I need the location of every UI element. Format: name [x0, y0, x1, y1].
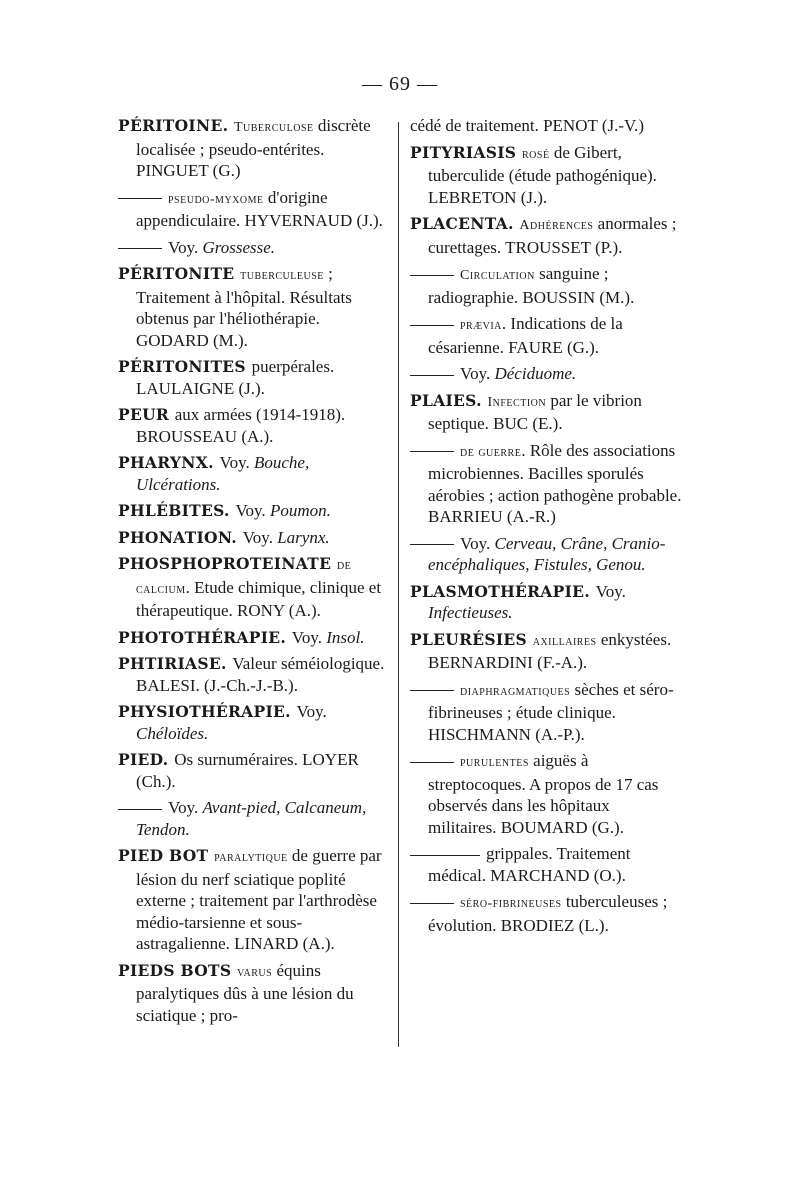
index-entry	[118, 115, 388, 182]
index-entry	[410, 440, 682, 528]
entry-text: d'origine appendiculaire. HYVERNAUD (J.).	[136, 187, 383, 230]
index-entry	[118, 527, 388, 549]
entry-text: Voy.	[168, 237, 203, 257]
index-entry	[118, 627, 388, 649]
entry-heading: PLACENTA.	[410, 214, 520, 233]
entry-heading: PHOTOTHÉRAPIE.	[118, 627, 292, 647]
index-entry	[410, 581, 682, 624]
index-entry	[118, 237, 388, 259]
entry-subheading: de calcium	[136, 558, 352, 597]
index-entry	[118, 187, 388, 232]
index-entry	[118, 263, 388, 351]
entry-text: aux armées (1914-1918). BROUSSEAU (A.).	[136, 405, 346, 446]
entry-crossref: Avant-pied, Calcaneum, Tendon.	[136, 798, 367, 839]
entry-heading: PIED BOT	[118, 846, 215, 865]
entry-text: cédé de traitement. PENOT (J.-V.)	[410, 116, 644, 135]
entry-heading: PHARYNX.	[118, 453, 220, 472]
entry-text: Voy.	[242, 527, 278, 547]
index-entry	[118, 500, 388, 522]
entry-text: . Rôle des associations microbiennes. Bacilles sporulés aérobies ; action pathogène probable. BARRIEU (A.-R.)	[428, 440, 682, 526]
ditto-dash	[118, 198, 162, 199]
entry-text: Valeur séméiologique. BALESI. (J.-Ch.-J.-B.).	[136, 654, 385, 695]
right-column	[410, 115, 682, 941]
index-entry	[410, 313, 682, 358]
entry-text: aiguës à streptocoques. A propos de 17 cas observés dans les hôpitaux militaires. BOUMARD (G.).	[428, 751, 659, 837]
index-entry	[118, 797, 388, 840]
column-divider	[398, 122, 399, 1047]
entry-crossref: Déciduome.	[494, 364, 577, 383]
ditto-dash	[118, 809, 162, 810]
index-entry	[410, 679, 682, 746]
entry-heading: PHOSPHOPROTEINATE	[118, 554, 337, 573]
ditto-dash	[410, 375, 454, 376]
entry-heading: PÉRITONITES	[118, 357, 252, 376]
index-entry	[118, 553, 388, 622]
index-entry	[410, 750, 682, 838]
entry-text: Voy.	[291, 627, 327, 647]
entry-text: Voy.	[595, 581, 626, 601]
entry-subheading: rosé	[522, 146, 550, 162]
entry-subheading: axillaires	[532, 633, 597, 649]
entry-heading: PHYSIOTHÉRAPIE.	[118, 702, 297, 721]
entry-text: Voy.	[235, 501, 270, 520]
entry-heading: PITYRIASIS	[410, 142, 522, 162]
ditto-dash	[410, 451, 454, 452]
index-entry	[410, 263, 682, 308]
entry-text: . Indications de la césarienne. FAURE (G.).	[428, 314, 623, 357]
entry-text: Voy.	[296, 702, 327, 721]
index-entry	[118, 452, 388, 495]
entry-subheading: Circulation	[460, 268, 535, 283]
entry-text: discrète localisée ; pseudo-entérites. PINGUET (G.)	[136, 116, 371, 180]
index-entry	[410, 533, 682, 576]
entry-text: grippales. Traitement médical. MARCHAND (O.).	[428, 844, 631, 885]
entry-subheading: Infection	[487, 394, 547, 410]
entry-subheading: tuberculeuse	[240, 268, 324, 283]
entry-crossref: Bouche, Ulcérations.	[136, 453, 310, 494]
entry-crossref: Grossesse.	[202, 237, 276, 257]
entry-text: Os surnuméraires. LOYER (Ch.).	[136, 750, 359, 791]
entry-subheading: Adhérences	[519, 218, 594, 233]
index-entry	[118, 653, 388, 696]
entry-crossref: Cerveau, Crâne, Cranio-encéphaliques, Fistules, Genou.	[428, 533, 666, 574]
index-entry	[118, 404, 388, 447]
entry-text: Voy.	[460, 533, 495, 553]
entry-crossref: Larynx.	[277, 527, 330, 547]
left-column	[118, 115, 388, 1031]
ditto-dash	[410, 275, 454, 276]
entry-text: Voy.	[168, 798, 203, 817]
entry-heading: PÉRITONITE	[118, 264, 241, 283]
ditto-dash	[410, 544, 454, 545]
entry-heading: PIED.	[118, 750, 175, 769]
index-entry	[118, 356, 388, 399]
entry-subheading: prævia	[460, 318, 502, 333]
index-entry	[410, 115, 682, 137]
entry-heading: PEUR	[118, 405, 175, 424]
entry-heading: PHLÉBITES.	[118, 501, 236, 520]
index-entry	[410, 629, 682, 674]
entry-text: tuberculeuses ; évolution. BRODIEZ (L.).	[428, 892, 668, 935]
ditto-dash	[410, 903, 454, 904]
entry-subheading: Tuberculose	[233, 120, 314, 135]
entry-text: Voy.	[460, 364, 495, 383]
entry-crossref: Chéloïdes.	[136, 723, 209, 743]
entry-subheading: diaphragmatiques	[460, 683, 571, 699]
ditto-dash	[410, 325, 454, 326]
entry-text: par le vibrion septique. BUC (E.).	[428, 390, 642, 433]
entry-heading: PIEDS BOTS	[118, 960, 238, 980]
page-number: — 69 —	[362, 73, 438, 95]
entry-crossref: Poumon.	[269, 501, 331, 520]
entry-subheading: de guerre	[460, 444, 522, 460]
entry-heading: PHTIRIASE.	[118, 654, 233, 673]
entry-subheading: paralytique	[214, 850, 288, 865]
ditto-dash	[410, 762, 454, 763]
entry-text: de Gibert, tuberculide (étude pathogénique). LEBRETON (J.).	[428, 142, 657, 207]
index-entry	[118, 960, 388, 1027]
entry-text: ; Traitement à l'hôpital. Résultats obtenus par l'héliothérapie. GODARD (M.).	[136, 264, 352, 350]
entry-text: anormales ; curettages. TROUSSET (P.).	[428, 214, 677, 257]
entry-text: de guerre par lésion du nerf sciatique poplité externe ; traitement par l'arthrodèse médio-tarsienne et sous-astragalienne. LINARD (A.).	[136, 846, 382, 953]
entry-heading: PLAIES.	[410, 390, 488, 410]
entry-subheading: purulentes	[460, 755, 529, 770]
entry-subheading: séro-fibrineuses	[460, 896, 562, 911]
entry-text: sèches et séro-fibrineuses ; étude clinique. HISCHMANN (A.-P.).	[428, 679, 674, 744]
entry-heading: PLASMOTHÉRAPIE.	[410, 581, 596, 601]
index-entry	[410, 213, 682, 258]
ditto-dash	[410, 855, 480, 856]
entry-text: sanguine ; radiographie. BOUSSIN (M.).	[428, 264, 635, 307]
index-entry	[410, 891, 682, 936]
entry-text: enkystées. BERNARDINI (F.-A.).	[428, 629, 672, 672]
entry-subheading: pseudo-myxome	[168, 191, 264, 207]
entry-text: . Etude chimique, clinique et thérapeutique. RONY (A.).	[136, 577, 382, 620]
entry-text: équins paralytiques dûs à une lésion du sciatique ; pro-	[136, 960, 354, 1025]
entry-text: Voy.	[219, 453, 254, 472]
entry-crossref: Insol.	[326, 627, 365, 647]
index-entry	[410, 390, 682, 435]
entry-text: puerpérales. LAULAIGNE (J.).	[136, 357, 335, 398]
ditto-dash	[410, 690, 454, 691]
entry-subheading: varus	[237, 964, 273, 980]
index-entry	[410, 142, 682, 209]
index-entry	[118, 701, 388, 744]
index-entry	[410, 843, 682, 886]
entry-heading: PÉRITOINE.	[118, 116, 234, 135]
entry-crossref: Infectieuses.	[428, 603, 513, 622]
index-entry	[118, 845, 388, 955]
entry-heading: PLEURÉSIES	[410, 629, 533, 649]
entry-heading: PHONATION.	[118, 527, 243, 547]
index-entry	[118, 749, 388, 792]
index-entry	[410, 363, 682, 385]
ditto-dash	[118, 248, 162, 249]
